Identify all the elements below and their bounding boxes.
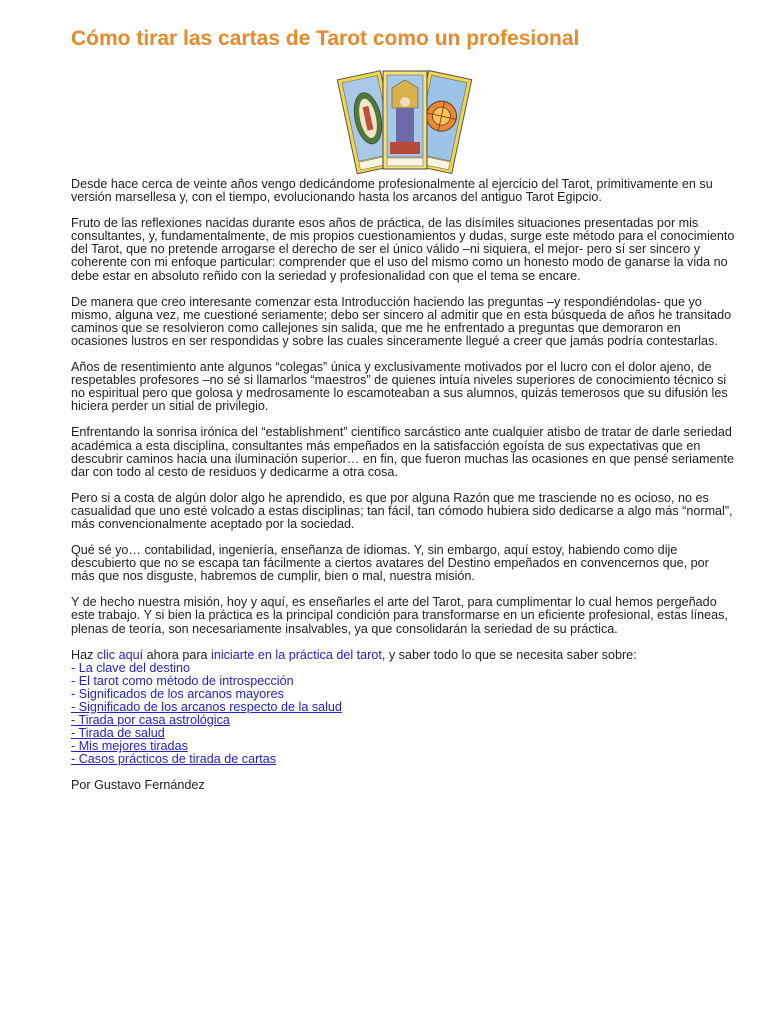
link-tarot-introspeccion[interactable]: - El tarot como método de introspección <box>71 673 294 688</box>
link-tirada-casa-astrologica[interactable]: - Tirada por casa astrológica <box>71 713 230 728</box>
link-significados-arcanos-mayores[interactable]: - Significados de los arcanos mayores <box>71 686 284 701</box>
tarot-card-middle <box>383 71 427 169</box>
tarot-cards-image <box>330 68 480 176</box>
cta-suffix: , y saber todo lo que se necesita saber sobre: <box>381 647 637 662</box>
paragraph-1: Desde hace cerca de veinte años vengo dedicándome profesionalmente al ejercicio del Tarot, primitivamente en su versión marsellesa y, con el tiempo, evolucionando hasta los arcanos del antiguo Tarot Egipcio. <box>71 177 713 205</box>
list-item <box>71 753 736 766</box>
paragraph-6: Pero si a costa de algún dolor algo he aprendido, es que por alguna Razón que me trasciende no es ocioso, no es casualidad que uno esté volcado a estas disciplinas; tan fácil, tan cómodo hubiera sido dedicarse a algo más “normal”, más convencionalmente aceptado por la sociedad. <box>71 490 733 531</box>
start-practice-link[interactable]: iniciarte en la práctica del tarot <box>211 647 382 662</box>
link-arcanos-salud[interactable]: - Significado de los arcanos respecto de la salud <box>71 700 342 714</box>
paragraph-4: Años de resentimiento ante algunos “colegas” única y exclusivamente motivados por el lucro con el dolor ajeno, de respetables profesores –no sé si llamarlos “maestros” de quienes intuía niveles superiores de conocimiento técnico si no espiritual pero que golosa y medrosamente lo escamoteaban a sus alumnos, quizás temerosos que su difusión les hiciera perder un sitial de privilegio. <box>71 360 728 414</box>
author-line: Por Gustavo Fernández <box>71 778 205 793</box>
paragraph-7: Qué sé yo… contabilidad, ingeniería, enseñanza de idiomas. Y, sin embargo, aquí estoy, habiendo como dije descubierto que no se escapa tan fácilmente a ciertos avatares del Destino empeñados en convencernos que, por más que nos disguste, habremos de cumplir, bien o mal, nuestra misión. <box>71 543 709 584</box>
click-here-link[interactable]: clic aquí <box>96 647 144 662</box>
page-title: Cómo tirar las cartas de Tarot como un profesional <box>71 27 580 50</box>
paragraph-8: Y de hecho nuestra misión, hoy y aquí, es enseñarles el arte del Tarot, para cumplimentar lo cual hemos pergeñado este trabajo. Y si bien la práctica es la principal condición para transformarse en un eficiente profesional, estas líneas, plenas de teoría, son necesariamente insalvables, ya que consolidarán la seriedad de su práctica. <box>71 595 728 636</box>
link-tirada-de-salud[interactable]: - Tirada de salud <box>71 726 165 741</box>
cta-middle: ahora para <box>143 647 212 662</box>
link-la-clave-del-destino[interactable]: - La clave del destino <box>71 660 191 675</box>
paragraph-2: Fruto de las reflexiones nacidas durante esos años de práctica, de las disímiles situaciones presentadas por mis consultantes, y, fundamentalmente, de mis propios cuestionamientos y dudas, surge este método para el conocimiento del Tarot, que no pretende arrogarse el derecho de ser el único válido –ni siquiera, el mejor- pero sí ser sincero y coherente con mi enfoque particular: comprender que el uso del mismo como un honesto modo de ganarse la vida no debe estar en absoluto reñido con la seriedad y profesionalidad con que el tema se encare. <box>71 216 735 283</box>
cta-prefix: Haz <box>71 647 97 662</box>
list-item <box>71 714 736 727</box>
article-body <box>71 178 736 806</box>
topic-links-list <box>71 662 736 767</box>
paragraph-3: De manera que creo interesante comenzar esta Introducción haciendo las preguntas –y respondiéndolas- que yo mismo, alguna vez, me cuestioné seriamente; debo ser sincero al admitir que en esta búsqueda de años he transitado caminos que se resolvieron como callejones sin salida, que me he enfrentado a preguntas que demoraron en ocasiones lustros en ser respondidas y sobre las cuales sinceramente llegué a creer que jamás podría contestarlas. <box>71 294 732 348</box>
paragraph-5: Enfrentando la sonrisa irónica del “establishment” científico sarcástico ante cualquier atisbo de tratar de darle seriedad académica a esta disciplina, consultantes más empeñados en la satisfacción egoísta de sus expectativas que en descubrir caminos hacia una iluminación superior… en fin, que fueron muchas las ocasiones en que pensé seriamente dar con todo al cesto de residuos y dedicarme a otra cosa. <box>71 425 734 479</box>
link-casos-practicos[interactable]: - Casos prácticos de tirada de cartas <box>71 752 277 767</box>
link-mis-mejores-tiradas[interactable]: - Mis mejores tiradas <box>71 739 188 754</box>
